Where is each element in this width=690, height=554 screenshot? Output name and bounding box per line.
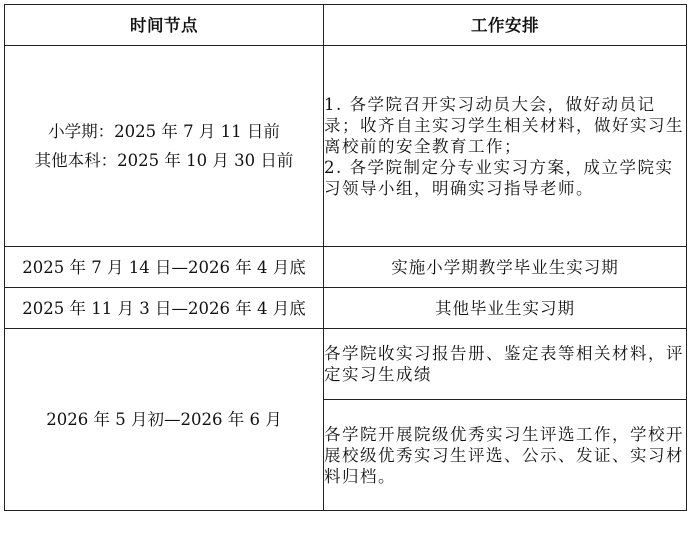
work-cell: 实施小学期教学毕业生实习期 — [324, 247, 687, 288]
table-row — [5, 288, 687, 329]
time-cell: 2025 年 7 月 14 日—2026 年 4 月底 — [5, 247, 324, 288]
work-cell — [324, 400, 687, 511]
schedule-table — [4, 4, 687, 511]
table-row — [5, 247, 687, 288]
work-item: 各学院收实习报告册、鉴定表等相关材料，评定实习生成绩 — [324, 344, 684, 384]
time-line: 其他本科：2025 年 10 月 30 日前 — [34, 151, 294, 170]
work-item: 2. 各学院制定分专业实习方案，成立学院实习领导小组，明确实习指导老师。 — [324, 157, 674, 198]
work-item: 1. 各学院召开实习动员大会，做好动员记录；收齐自主实习学生相关材料，做好实习生离校前的安全教育工作； — [324, 94, 684, 156]
header-row — [5, 5, 687, 46]
time-cell: 2026 年 5 月初—2026 年 6 月 — [5, 329, 324, 511]
table-row — [5, 46, 687, 247]
table-row — [5, 329, 687, 400]
work-item: 各学院开展院级优秀实习生评选工作，学校开展校级优秀实习生评选、公示、发证、实习材料归档。 — [324, 424, 684, 486]
work-cell — [324, 46, 687, 247]
time-line: 小学期：2025 年 7 月 11 日前 — [48, 122, 280, 141]
time-cell: 2025 年 11 月 3 日—2026 年 4 月底 — [5, 288, 324, 329]
header-time: 时间节点 — [5, 5, 324, 46]
time-cell — [5, 46, 324, 247]
work-cell: 其他毕业生实习期 — [324, 288, 687, 329]
header-work: 工作安排 — [324, 5, 687, 46]
work-cell — [324, 329, 687, 400]
